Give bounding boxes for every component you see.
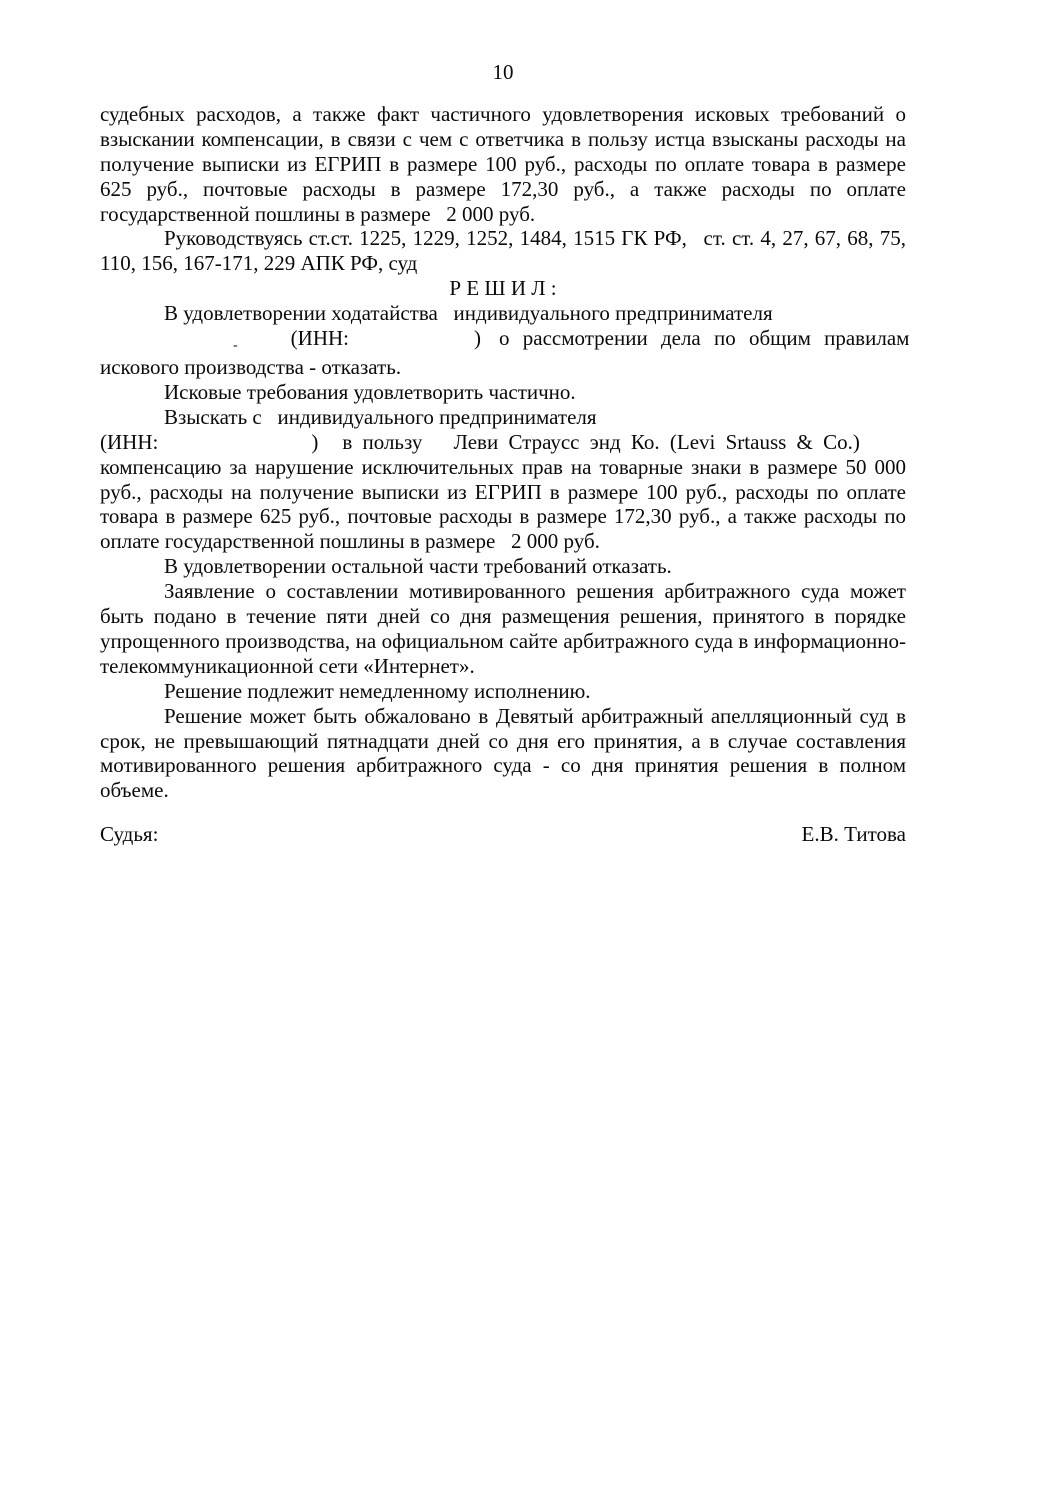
paragraph-claims-partial: Исковые требования удовлетворить частично. — [164, 379, 576, 404]
paragraph-appeal: Решение может быть обжаловано в Девятый арбитражный апелляционный суд в срок, не превышающий пятнадцати дней со дня его принятия, а в случае составления мотивированного решения арбитражного суда - со дня принятия решения в полном объеме. — [100, 703, 906, 803]
paragraph-motion-denied — [100, 301, 910, 380]
redacted-inn-value — [349, 344, 474, 345]
redaction-artifact: - — [233, 338, 238, 354]
paragraph-recover — [100, 405, 906, 554]
page-number: 10 — [492, 60, 514, 84]
recover-line-2 — [100, 430, 906, 455]
signature-name: Е.В. Титова — [801, 822, 906, 847]
paragraph-costs-continued: судебных расходов, а также факт частичного удовлетворения исковых требований о взыскании компенсации, в связи с чем с ответчика в пользу истца взысканы расходы на получение выписки из ЕГРИП в размере 100 руб., расходы по оплате товара в размере 625 руб., почтовые расходы в размере 172,30 руб., а также расходы по оплате государственной пошлины в размере 2 000 руб. — [100, 101, 906, 226]
redaction-gap — [318, 448, 342, 449]
signature-label: Судья: — [100, 822, 159, 847]
paragraph-immediate-execution: Решение подлежит немедленному исполнению. — [164, 678, 591, 703]
signature-row — [100, 822, 906, 847]
motion-line-2 — [100, 326, 910, 355]
inn-label: (ИНН: — [100, 429, 159, 454]
paragraph-guided-by: Руководствуясь ст.ст. 1225, 1229, 1252, 1484, 1515 ГК РФ, ст. ст. 4, 27, 67, 68, 75, 110, 156, 167-171, 229 АПК РФ, суд — [100, 226, 906, 276]
motion-line-3: искового производства - отказать. — [100, 354, 402, 379]
redaction-gap — [238, 344, 291, 345]
redaction-gap — [100, 344, 233, 345]
motion-line-1: В удовлетворении ходатайства индивидуального предпринимателя — [164, 301, 773, 326]
redaction-gap — [481, 344, 499, 345]
document-body — [100, 101, 910, 803]
resolution-heading: Р Е Ш И Л : — [449, 276, 557, 301]
paragraph-motivated-decision: Заявление о составлении мотивированного решения арбитражного суда может быть подано в течение пяти дней со дня размещения решения, принятого в порядке упрощенного производства, на официальном сайте арбитражного суда в информационно-телекоммуникационной сети «Интернет». — [100, 579, 906, 678]
motion-line-2-rest: о рассмотрении дела по общим правилам — [499, 326, 910, 351]
redacted-inn-value — [158, 448, 311, 449]
paren-close: ) — [311, 429, 319, 454]
paren-close: ) — [474, 326, 481, 351]
recover-line-2-rest: в пользу Леви Страусс энд Ко. (Levi Srtauss & Co.) — [342, 429, 860, 454]
recover-body: компенсацию за нарушение исключительных прав на товарные знаки в размере 50 000 руб., расходы на получение выписки из ЕГРИП в размере 100 руб., расходы по оплате товара в размере 625 руб., почтовые расходы в размере 172,30 руб., а также расходы по оплате государственной пошлины в размере 2 000 руб. — [100, 454, 906, 554]
recover-line-1: Взыскать с индивидуального предпринимателя — [164, 404, 597, 429]
inn-label: (ИНН: — [290, 326, 349, 351]
paragraph-rest-denied: В удовлетворении остальной части требований отказать. — [164, 554, 672, 579]
